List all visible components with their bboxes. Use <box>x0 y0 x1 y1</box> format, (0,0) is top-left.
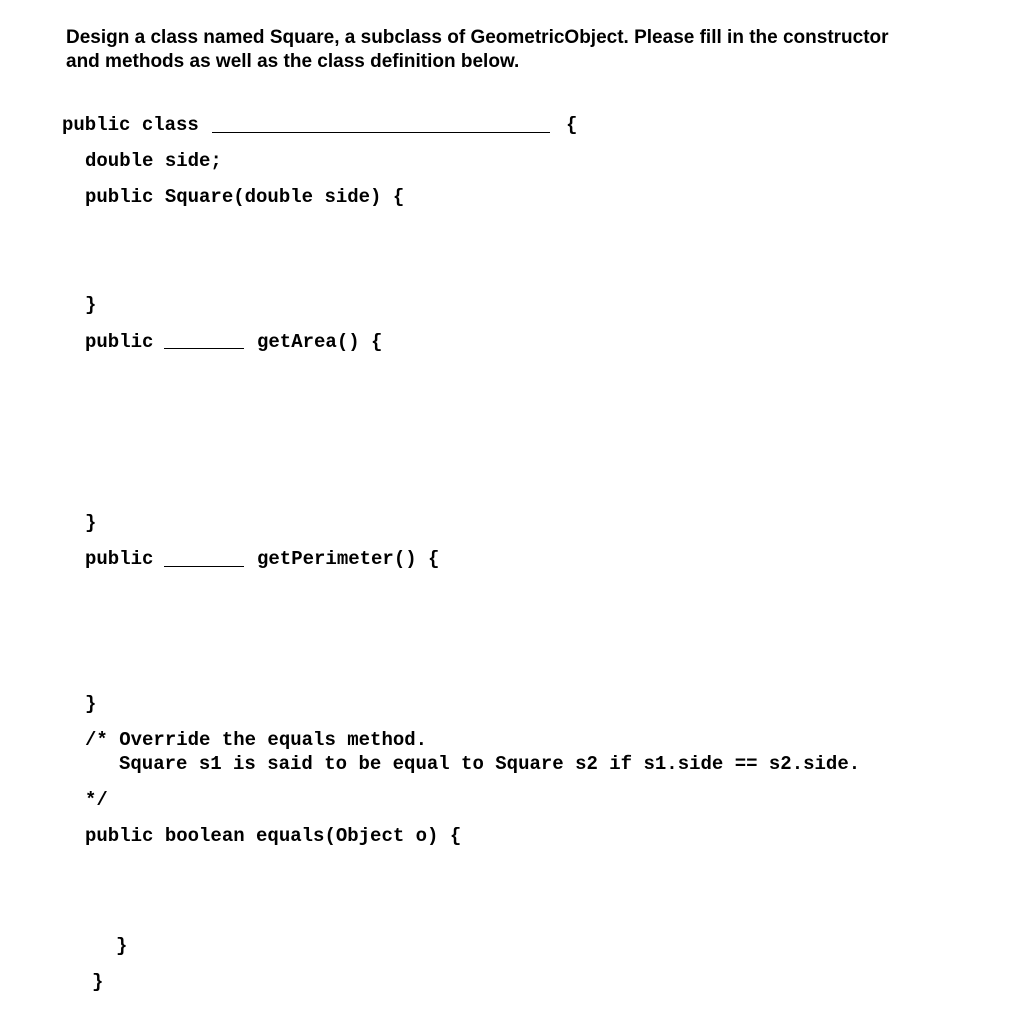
class-close-brace: } <box>92 971 104 993</box>
get-area-close-brace: } <box>85 512 97 534</box>
get-area-signature: getArea() { <box>257 331 383 353</box>
get-perimeter-signature: getPerimeter() { <box>257 548 440 570</box>
get-area-return-type-blank[interactable] <box>164 348 244 349</box>
equals-signature: public boolean equals(Object o) { <box>85 825 462 847</box>
constructor-signature: public Square(double side) { <box>85 186 405 208</box>
constructor-close-brace: } <box>85 294 97 316</box>
comment-line-2: Square s1 is said to be equal to Square s2 if s1.side == s2.side. <box>119 753 861 775</box>
class-name-blank[interactable] <box>212 132 550 133</box>
get-perimeter-public: public <box>85 548 154 570</box>
class-declaration: public class <box>62 114 199 136</box>
question-prompt <box>66 26 966 74</box>
field-declaration: double side; <box>85 150 222 172</box>
equals-close-brace: } <box>116 935 128 957</box>
get-perimeter-close-brace: } <box>85 693 97 715</box>
get-area-public: public <box>85 331 154 353</box>
comment-end: */ <box>85 789 108 811</box>
class-open-brace: { <box>566 114 578 136</box>
question-line-2: and methods as well as the class definition below. <box>66 51 520 72</box>
comment-line-1: /* Override the equals method. <box>85 729 428 751</box>
question-line-1: Design a class named Square, a subclass of GeometricObject. Please fill in the constructor <box>66 27 889 48</box>
get-perimeter-return-type-blank[interactable] <box>164 566 244 567</box>
